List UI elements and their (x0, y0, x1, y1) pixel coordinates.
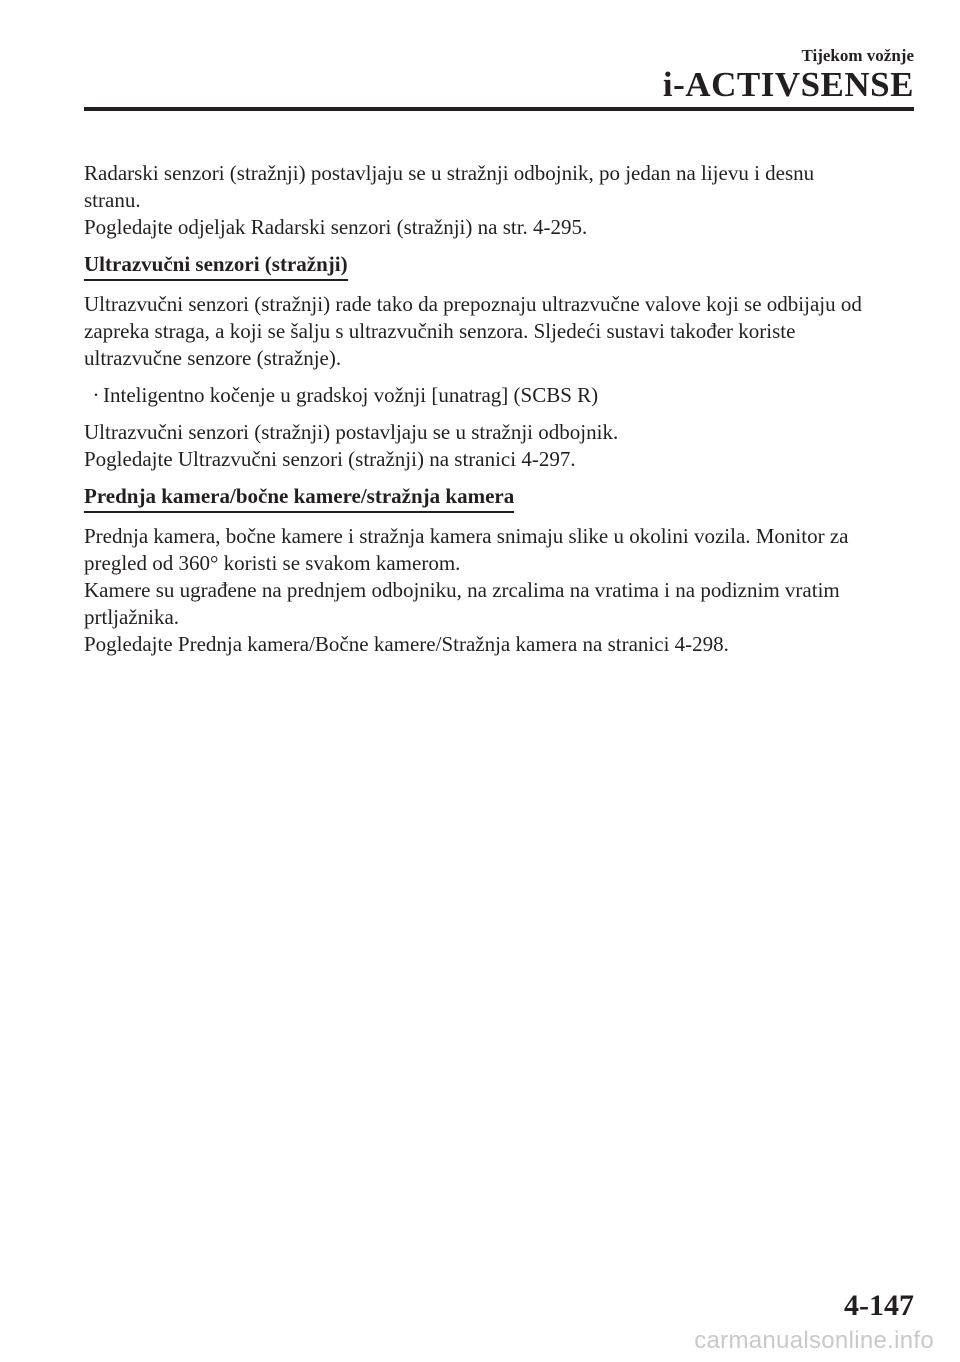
text-line: prtljažnika. (84, 605, 180, 629)
section-name: Tijekom vožnje (801, 46, 914, 65)
text-line: ultrazvučne senzore (stražnje). (84, 346, 342, 370)
page-content (84, 160, 920, 668)
page-number: 4-147 (844, 1289, 914, 1322)
watermark: carmanualsonline.info (694, 1327, 934, 1354)
camera-section (84, 483, 920, 523)
text-line: Pogledajte Prednja kamera/Bočne kamere/Stražnja kamera na stranici 4-298. (84, 632, 729, 656)
text-line: Ultrazvučni senzori (stražnji) rade tako da prepoznaju ultrazvučne valove koji se odbijaju od (84, 292, 862, 316)
text-line: zapreka straga, a koji se šalju s ultrazvučnih senzora. Sljedeći sustavi također koriste (84, 319, 796, 343)
ultrasonic-description (84, 291, 920, 372)
header-divider (84, 107, 914, 111)
text-line: Radarski senzori (stražnji) postavljaju se u stražnji odbojnik, po jedan na lijevu i desnu (84, 161, 815, 185)
intro-paragraph (84, 160, 920, 241)
list-item-text: Inteligentno kočenje u gradskoj vožnji [unatrag] (SCBS R) (103, 383, 599, 407)
text-line: Pogledajte odjeljak Radarski senzori (stražnji) na str. 4-295. (84, 215, 588, 239)
bullet-icon: · (92, 383, 100, 407)
ultrasonic-location (84, 419, 920, 473)
text-line: stranu. (84, 188, 141, 212)
ultrasonic-section (84, 251, 920, 291)
text-line: Kamere su ugrađene na prednjem odbojniku, na zrcalima na vratima i na podiznim vratim (84, 578, 840, 602)
text-line: Ultrazvučni senzori (stražnji) postavljaju se u stražnji odbojnik. (84, 420, 619, 444)
section-heading: Ultrazvučni senzori (stražnji) (84, 251, 348, 281)
text-line: pregled od 360° koristi se svakom kamerom. (84, 551, 461, 575)
chapter-title: i-ACTIVSENSE (662, 65, 914, 104)
section-heading: Prednja kamera/bočne kamere/stražnja kamera (84, 483, 514, 513)
text-line: Prednja kamera, bočne kamere i stražnja kamera snimaju slike u okolini vozila. Monitor za (84, 524, 849, 548)
camera-description (84, 523, 920, 658)
list-item (89, 382, 920, 409)
text-line: Pogledajte Ultrazvučni senzori (stražnji) na stranici 4-297. (84, 447, 576, 471)
